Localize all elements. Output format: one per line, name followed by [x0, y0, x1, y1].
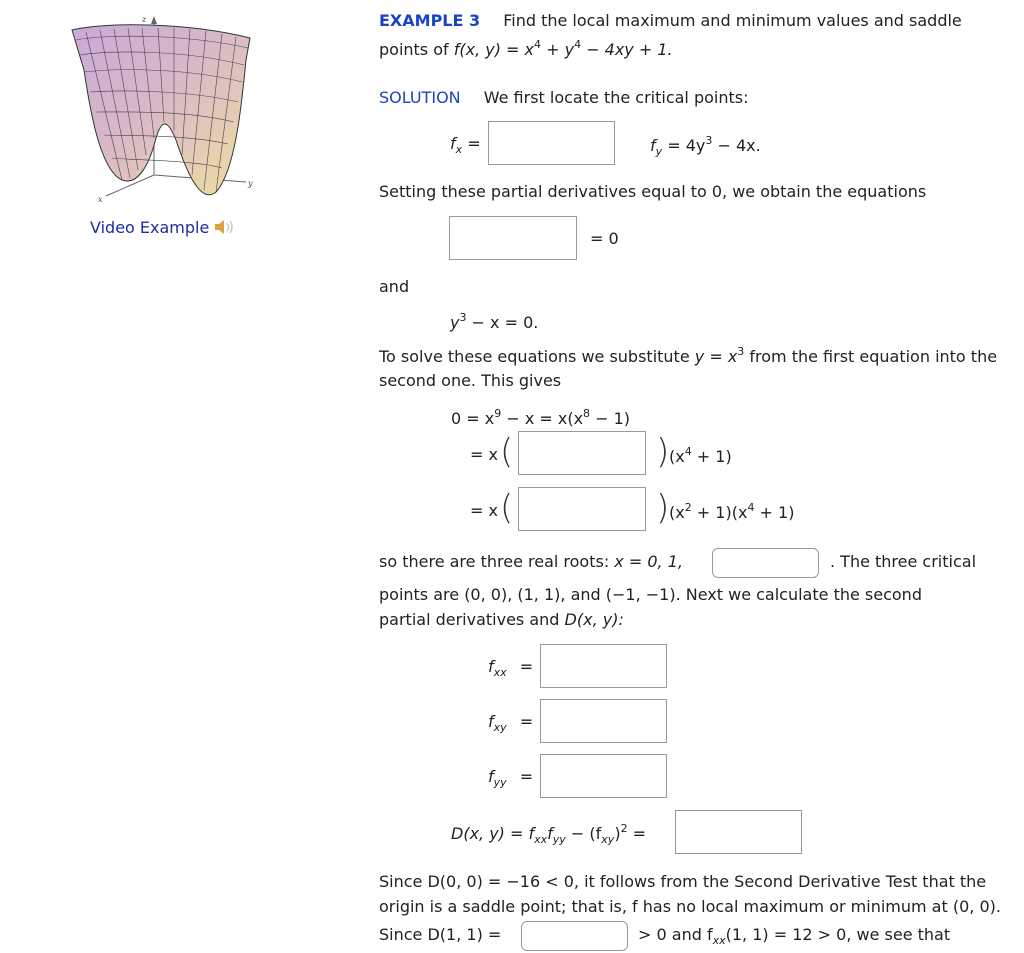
fyy-f: f — [488, 767, 494, 786]
fxx-f: f — [488, 657, 494, 676]
equation-2 — [450, 311, 538, 332]
factor-row-1 — [451, 407, 630, 428]
fxx-answer-input[interactable] — [540, 644, 667, 688]
left-paren: ( — [500, 488, 514, 528]
d-exp: 2 — [620, 822, 628, 835]
fyy-answer-input[interactable] — [540, 754, 667, 798]
r1a: 0 = x — [451, 409, 495, 428]
r2e: 4 — [684, 445, 692, 458]
r3e: 2 — [684, 501, 692, 514]
r1b: − x = x(x — [501, 409, 584, 428]
factor-1-input[interactable] — [518, 431, 646, 475]
roots-line-2: points are (0, 0), (1, 1), and (−1, −1). Next we calculate the second — [379, 585, 922, 604]
r1e2: 8 — [583, 407, 591, 420]
factor-row-3-right — [669, 501, 794, 522]
fx-eq: = — [467, 134, 481, 153]
fxy-sub: xy — [493, 721, 507, 734]
roots-text-3a: partial derivatives and — [379, 610, 565, 629]
roots-line-1-tail: . The three critical — [830, 552, 977, 571]
example-header — [379, 11, 962, 30]
example-line-2 — [379, 38, 673, 59]
discriminant-expression — [451, 822, 646, 846]
solve-sub: y = x — [694, 347, 738, 366]
func-y-term: + y — [541, 40, 575, 59]
example-text-2: points of — [379, 40, 454, 59]
fxy-answer-input[interactable] — [540, 699, 667, 743]
r2b: (x — [669, 447, 685, 466]
r1e: 9 — [494, 407, 502, 420]
right-paren: ) — [656, 488, 670, 528]
roots-line-1 — [379, 552, 683, 571]
surface-plot-image — [66, 10, 256, 210]
d-lhs: D(x, y) = f — [451, 824, 535, 843]
fy-exp: 3 — [705, 134, 713, 147]
r1c: − 1) — [590, 409, 631, 428]
since-line-1: Since D(0, 0) = −16 < 0, it follows from the Second Derivative Test that the — [379, 872, 987, 891]
fx-sub: x — [455, 143, 463, 156]
and-text: and — [379, 277, 410, 296]
r2c: + 1) — [691, 447, 732, 466]
fy-sub: y — [655, 145, 663, 158]
fy-f: f — [650, 136, 656, 155]
fy-expression — [650, 134, 761, 158]
solution-line — [379, 88, 748, 107]
r3e2: 4 — [747, 501, 755, 514]
d-yy: yy — [552, 833, 566, 846]
factor-row-2-right — [669, 445, 732, 466]
speaker-icon[interactable] — [214, 219, 236, 239]
since-line-3-right — [638, 925, 950, 947]
video-example[interactable] — [90, 218, 236, 239]
fxy-f: f — [488, 712, 494, 731]
solve-text-a: To solve these equations we substitute — [379, 347, 695, 366]
eq2-rest: − x = 0. — [466, 313, 539, 332]
r3c: + 1)(x — [691, 503, 748, 522]
solution-text: We first locate the critical points: — [483, 88, 749, 107]
fx-label — [450, 134, 481, 156]
video-example-link[interactable]: Video Example — [90, 218, 210, 237]
fxx-eq: = — [519, 657, 534, 676]
solve-exp: 3 — [737, 345, 745, 358]
right-paren: ) — [656, 432, 670, 472]
roots-line-3 — [379, 610, 624, 629]
axis-z-label: z — [142, 15, 147, 24]
equation-1-input[interactable] — [449, 216, 577, 260]
factor-row-3-left: = x — [470, 501, 498, 520]
roots-text-a: so there are three real roots: — [379, 552, 615, 571]
fxx-sub: xx — [493, 666, 507, 679]
setting-text: Setting these partial derivatives equal to 0, we obtain the equations — [379, 182, 927, 201]
fx-f: f — [450, 134, 456, 153]
eq2-exp: 3 — [459, 311, 467, 324]
func-tail: − 4xy + 1. — [581, 40, 673, 59]
axis-y-label: y — [248, 179, 253, 188]
fxx-label — [488, 657, 533, 679]
d-f2: f — [547, 824, 553, 843]
since-l3sub: xx — [712, 934, 726, 947]
solution-label: SOLUTION — [379, 88, 461, 107]
solve-text-c: from the first equation into the — [744, 347, 998, 366]
r3d: + 1) — [754, 503, 795, 522]
exp-4a: 4 — [534, 38, 542, 51]
d11-input[interactable] — [521, 921, 628, 951]
roots-text-3b: D(x, y): — [564, 610, 624, 629]
d-xy: xy — [601, 833, 615, 846]
fyy-label — [488, 767, 533, 789]
since-l3c: (1, 1) = 12 > 0, we see that — [725, 925, 951, 944]
eq2-y: y — [450, 313, 460, 332]
discriminant-input[interactable] — [675, 810, 802, 854]
d-minus: − (f — [565, 824, 602, 843]
exp-4b: 4 — [574, 38, 582, 51]
since-line-2: origin is a saddle point; that is, f has no local maximum or minimum at (0, 0). — [379, 897, 1001, 916]
since-l3b: > 0 and f — [638, 925, 713, 944]
example-label: EXAMPLE 3 — [379, 11, 481, 30]
d-eq: = — [627, 824, 647, 843]
fxy-eq: = — [519, 712, 534, 731]
surface-figure — [66, 10, 256, 210]
fyy-sub: yy — [493, 776, 507, 789]
fx-answer-input[interactable] — [488, 121, 615, 165]
axis-x-label: x — [98, 195, 103, 204]
r3b: (x — [669, 503, 685, 522]
d-close: ) — [614, 824, 621, 843]
fy-tail: − 4x. — [712, 136, 761, 155]
fyy-eq: = — [519, 767, 534, 786]
function-definition: f(x, y) = x — [453, 40, 535, 59]
third-root-input[interactable] — [712, 548, 819, 578]
equals-zero: = 0 — [590, 229, 619, 248]
example-text-1: Find the local maximum and minimum values and saddle — [503, 11, 962, 30]
roots-values: x = 0, 1, — [614, 552, 683, 571]
solve-line-1 — [379, 345, 997, 366]
factor-2-input[interactable] — [518, 487, 646, 531]
since-line-3-left: Since D(1, 1) = — [379, 925, 502, 944]
d-xx: xx — [534, 833, 548, 846]
fxy-label — [488, 712, 533, 734]
factor-row-2-left: = x — [470, 445, 498, 464]
solve-line-2: second one. This gives — [379, 371, 562, 390]
left-paren: ( — [500, 432, 514, 472]
fy-rest: = 4y — [662, 136, 706, 155]
